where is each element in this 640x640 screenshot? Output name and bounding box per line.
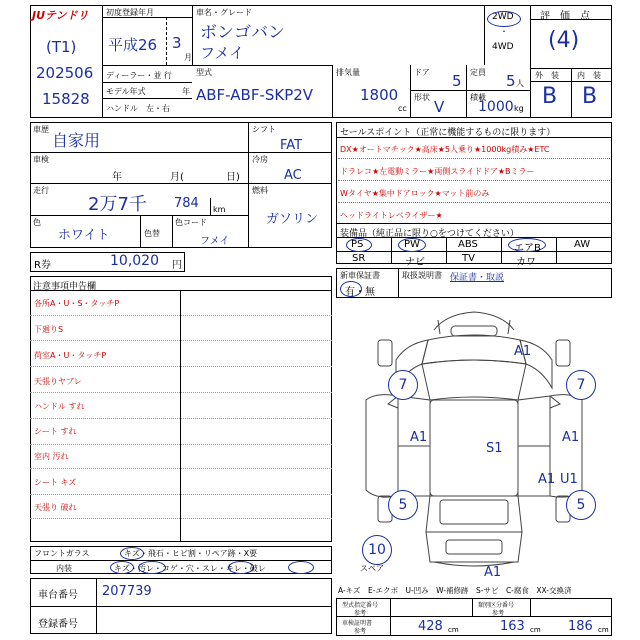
- model-value: ABF-ABF-SKP2V: [196, 86, 314, 104]
- dealer-label: ディーラー・並 行: [106, 71, 172, 80]
- note-5: ハンドル すれ: [34, 402, 85, 411]
- capacity-unit: 人: [516, 79, 524, 88]
- mark-rear: A1: [484, 565, 502, 580]
- recycle-label: R券: [34, 260, 51, 271]
- color-change-label: 色替: [144, 229, 160, 238]
- unit-h: cm: [598, 626, 609, 634]
- equip-leather: カワ: [516, 257, 536, 268]
- mark-left-side: A1: [410, 430, 428, 445]
- ac-value: AC: [284, 168, 302, 183]
- note-1: 各所A・U・S・タッチP: [34, 299, 120, 308]
- mark-right-rear-u: U1: [560, 472, 578, 487]
- shift-label: シフト: [252, 125, 276, 134]
- drive-2wd: 2WD: [492, 12, 514, 22]
- grade-code: (T1): [46, 38, 77, 56]
- warranty-label: 新車保証書: [340, 271, 380, 280]
- car-name: ボンゴバン: [200, 23, 285, 43]
- displacement-value: 1800: [360, 86, 399, 104]
- reg-era: 平成26: [108, 36, 158, 54]
- notes-label: 注意事項申告欄: [33, 282, 97, 292]
- ref-1: 参考: [354, 610, 367, 617]
- capacity-label: 定員: [470, 68, 486, 77]
- month-unit: 月: [184, 53, 192, 62]
- doors-value: 5: [452, 72, 462, 90]
- insp-day: 日): [226, 172, 240, 183]
- car-grade: フメイ: [200, 44, 245, 62]
- insp-year: 年: [112, 172, 122, 183]
- equip-abs: ABS: [458, 239, 478, 250]
- sales-line-2: ドラレコ★左電動ミラー★両側スライドドア★Bミラー: [340, 167, 535, 176]
- handle-label: ハンドル 左・右: [106, 104, 170, 113]
- ref-2: 参考: [492, 610, 505, 617]
- int-label: 内 装: [577, 71, 601, 80]
- reg-month: 3: [172, 34, 182, 52]
- shift-value: FAT: [280, 138, 303, 153]
- capacity-value: 5: [506, 72, 516, 90]
- equipment-label: 装備品（純正品に限り○をつけてください）: [340, 229, 519, 239]
- cc-unit: cc: [398, 104, 407, 113]
- mark-left-front: 7: [388, 370, 418, 400]
- sales-label: セールスポイント（正常に機能するものに限ります）: [340, 128, 556, 138]
- damage-legend: A-キズ E-エクボ U-凹み W-補修跡 S-サビ C-腐食 XX-交換済: [338, 586, 572, 595]
- mark-right-front: 7: [566, 370, 596, 400]
- manual-value: 保証書・取説: [450, 273, 505, 283]
- front-glass-label: フロントガラス: [34, 549, 90, 558]
- sales-line-3: Wタイヤ★集中ドアロック★マット前のみ: [340, 189, 490, 198]
- color-code: フメイ: [200, 236, 230, 247]
- logo: [32, 7, 100, 23]
- interior-label: 内装: [56, 564, 72, 573]
- yen-unit: 円: [172, 260, 182, 271]
- fuel-label: 燃料: [252, 186, 268, 195]
- manual-label: 取扱説明書: [402, 271, 442, 280]
- displacement-label: 排気量: [336, 68, 360, 77]
- drive-4wd: 4WD: [492, 42, 514, 52]
- rating-label: 評 価 点: [540, 11, 590, 22]
- equip-airb: エアB: [514, 243, 541, 254]
- warranty-value: 有・無: [345, 287, 375, 298]
- note-9: 天張り 破れ: [34, 503, 77, 512]
- km-unit: km: [213, 205, 226, 214]
- color-label: 色: [33, 218, 41, 227]
- chassis-label: 車台番号: [38, 590, 78, 601]
- dim-width: 163: [500, 619, 525, 634]
- sales-line-4: ヘッドライトレベライザー★: [340, 211, 443, 220]
- equip-aw: AW: [574, 239, 591, 250]
- mark-left-rear: 5: [388, 490, 418, 520]
- equip-pw: PW: [404, 239, 420, 250]
- doors-label: ドア: [414, 68, 430, 77]
- fuel-value: ガソリン: [266, 212, 319, 227]
- int-yabure-circle: [288, 561, 314, 574]
- header-frame: [30, 5, 612, 118]
- recycle-frame: [30, 252, 185, 272]
- class-spec-label: 類別区分番号: [478, 602, 515, 609]
- insp-month: 月(: [170, 172, 184, 183]
- year-unit: 年: [182, 87, 190, 96]
- equip-navi: ナビ: [405, 257, 425, 268]
- ac-label: 冷房: [252, 155, 268, 164]
- note-6: シート すれ: [34, 427, 77, 436]
- shape-label: 形状: [414, 93, 430, 102]
- spare-label: スペア: [360, 564, 384, 573]
- model-year-label: モデル年式: [106, 87, 146, 96]
- color-value: ホワイト: [58, 228, 110, 243]
- model-label: 型式: [196, 68, 212, 77]
- front-glass-value: キズ・飛石・ヒビ割・リペア跡・X要: [124, 549, 258, 558]
- recycle-value: 10,020: [110, 253, 159, 269]
- int-grade: B: [582, 84, 598, 109]
- mileage-sub: 784: [174, 196, 199, 211]
- note-3: 荷室A・U・タッチP: [34, 351, 107, 360]
- unit-w: cm: [530, 626, 541, 634]
- note-4: 天張りヤブレ: [34, 377, 82, 386]
- mark-front: A1: [514, 344, 532, 359]
- load-unit: kg: [514, 104, 524, 113]
- equip-sr: SR: [352, 253, 366, 264]
- equip-tv: TV: [462, 253, 475, 264]
- inspection-label: 車検: [33, 155, 49, 164]
- mark-spare: 10: [362, 535, 392, 565]
- mileage-value: 2万7千: [88, 194, 147, 215]
- shape-value: V: [434, 98, 445, 116]
- chassis-value: 207739: [102, 584, 152, 599]
- color-code-label: 色コード: [175, 218, 207, 227]
- lot-id-1: 202506: [36, 64, 94, 82]
- mark-right-rear: 5: [566, 490, 596, 520]
- logo-text: JUテンドリ: [32, 9, 89, 22]
- reg-number-label: 登録番号: [38, 619, 78, 630]
- lot-id-2: 15828: [42, 90, 90, 108]
- model-spec-label: 型式指定番号: [342, 602, 379, 609]
- usage-value: 自家用: [52, 131, 101, 150]
- ext-grade: B: [542, 84, 558, 109]
- dim-height: 186: [568, 619, 593, 634]
- sales-line-1: DX★オートマチック★高床★5人乗り★1000kg積み★ETC: [340, 145, 550, 154]
- rating-value: (4): [548, 28, 580, 53]
- equip-ps: PS: [351, 239, 364, 250]
- mark-right-side: A1: [562, 430, 580, 445]
- ext-label: 外 装: [535, 71, 559, 80]
- car-name-label: 車名・グレード: [196, 8, 252, 17]
- drive-dot: ・: [500, 27, 508, 36]
- load-value: 1000: [478, 99, 514, 115]
- ref-3: 参考: [354, 628, 367, 635]
- cert-label: 車検証明書: [342, 620, 373, 627]
- interior-value: キズ・汚レ・コゲ・穴・スレ・キレ・破レ: [114, 564, 266, 573]
- note-8: シート キズ: [34, 478, 77, 487]
- note-2: 下廻りS: [34, 325, 64, 334]
- mark-roof: S1: [486, 441, 503, 456]
- usage-label: 車歴: [33, 125, 49, 134]
- dim-length: 428: [418, 619, 443, 634]
- unit-l: cm: [448, 626, 459, 634]
- load-label: 積載: [470, 93, 486, 102]
- mark-right-rear-a: A1: [538, 472, 556, 487]
- note-7: 室内 汚れ: [34, 452, 69, 461]
- first-reg-label: 初度登録年月: [106, 8, 154, 17]
- mileage-label: 走行: [33, 186, 49, 195]
